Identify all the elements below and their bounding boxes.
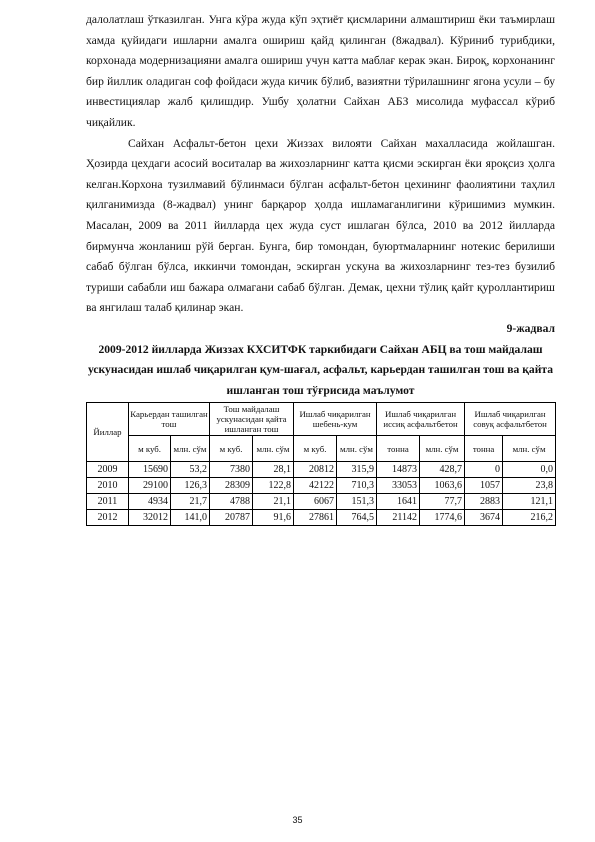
- year-column-header: Йиллар: [87, 403, 129, 462]
- group-header-crushed-stone: Тош майдалаш ускунасидан қайта ишланган тош: [210, 403, 294, 436]
- table-cell: 53,2: [171, 462, 210, 478]
- table-row: [87, 478, 556, 494]
- table-cell: 42122: [294, 478, 337, 494]
- table-cell: 23,8: [503, 478, 556, 494]
- group-header-hot-asphalt: Ишлаб чиқарилган иссиқ асфальтбетон: [377, 403, 465, 436]
- table-row: [87, 462, 556, 478]
- table-cell: 122,8: [253, 478, 294, 494]
- table-cell: 28,1: [253, 462, 294, 478]
- table-cell: 1774,6: [420, 510, 465, 526]
- year-cell: 2010: [87, 478, 129, 494]
- unit-header: м куб.: [129, 436, 171, 462]
- paragraph-2: Сайхан Асфальт-бетон цехи Жиззах вилояти Сайхан махалласида жойлашган. Ҳозирда цехдаги асосий воситалар ва жихозларнинг катта қисми эскирган ёки яроқсиз ҳолга келган.Корхона тузилмавий бўлинмаси бўлган асфальт-бетон цехининг фаолиятини таҳлил қилганимизда (8-жадвал) унинг барқарор ҳолда ишламаганлигини кўришимиз мумкин. Масалан, 2009 ва 2011 йилларда цех жуда суст ишлаган бўлса, 2010 ва 2012 йилларда бирмунча жонланиш рўй берган. Бунга, бир томондан, буюртмаларнинг нотекис берилиши сабаб бўлган бўлса, иккинчи томондан, эскирган ускуна ва жихозларнинг тез-тез бузилиб туриши сабабли иш бажара олмагани сабаб бўлган. Демак, цехни тўлиқ қайт қуроллантириш ва янгилаш талаб қилинар экан.: [86, 136, 555, 315]
- table-cell: 20787: [210, 510, 253, 526]
- table-row: [87, 510, 556, 526]
- table-cell: 315,9: [337, 462, 377, 478]
- unit-header: тонна: [465, 436, 503, 462]
- unit-header: млн. сўм: [171, 436, 210, 462]
- table-cell: 216,2: [503, 510, 556, 526]
- table-cell: 0: [465, 462, 503, 478]
- page-number: 35: [292, 815, 303, 825]
- table-cell: 20812: [294, 462, 337, 478]
- table-cell: 428,7: [420, 462, 465, 478]
- table-cell: 151,3: [337, 494, 377, 510]
- table-cell: 21,7: [171, 494, 210, 510]
- table-cell: 6067: [294, 494, 337, 510]
- table-units-row: [87, 436, 556, 462]
- table-cell: 27861: [294, 510, 337, 526]
- table-cell: 2883: [465, 494, 503, 510]
- table-cell: 4934: [129, 494, 171, 510]
- table-cell: 7380: [210, 462, 253, 478]
- document-page: [86, 10, 555, 526]
- unit-header: млн. сўм: [337, 436, 377, 462]
- table-row: [87, 494, 556, 510]
- table-title: 2009-2012 йилларда Жиззах КХСИТФК таркибидаги Сайхан АБЦ ва тош майдалаш ускунасидан ишлаб чиқарилган қум-шағал, асфальт, карьердан ташилган тош ва қайта ишланган тош тўғрисида маълумот: [87, 342, 554, 397]
- paragraph-1: далолатлаш ўтказилган. Унга кўра жуда кўп эҳтиёт қисмларини алмаштириш ёки таъмирлаш хамда қуйидаги ишларни амалга ошириш қайд қилинган (8жадвал). Кўриниб турибдики, корхонада модернизацияни амалга ошириш учун катта маблағ керак экан. Бироқ, корхонанинг бир йиллик оладиган соф фойдаси жуда кичик бўлиб, вазиятни тўрилашнинг ягона усули – бу инвестициялар жалб қилишдир. Ушбу ҳолатни Сайхан АБЗ мисолида муфассал кўриб чиқайлик.: [86, 13, 555, 129]
- table-cell: 91,6: [253, 510, 294, 526]
- unit-header: м куб.: [210, 436, 253, 462]
- table-cell: 15690: [129, 462, 171, 478]
- table-cell: 21142: [377, 510, 420, 526]
- group-header-quarry-stone: Карьердан ташилган тош: [129, 403, 210, 436]
- unit-header: м куб.: [294, 436, 337, 462]
- group-header-cold-asphalt: Ишлаб чиқарилган совуқ асфальтбетон: [465, 403, 556, 436]
- table-cell: 126,3: [171, 478, 210, 494]
- unit-header: млн. сўм: [503, 436, 556, 462]
- table-group-header-row: [87, 403, 556, 436]
- table-cell: 121,1: [503, 494, 556, 510]
- year-cell: 2011: [87, 494, 129, 510]
- group-header-gravel-sand: Ишлаб чиқарилган шебень-кум: [294, 403, 377, 436]
- unit-header: млн. сўм: [420, 436, 465, 462]
- year-cell: 2009: [87, 462, 129, 478]
- table-cell: 0,0: [503, 462, 556, 478]
- table-cell: 14873: [377, 462, 420, 478]
- table-label: 9-жадвал: [506, 321, 555, 335]
- table-cell: 1063,6: [420, 478, 465, 494]
- table-cell: 1057: [465, 478, 503, 494]
- unit-header: млн. сўм: [253, 436, 294, 462]
- table-cell: 33053: [377, 478, 420, 494]
- table-cell: 29100: [129, 478, 171, 494]
- year-cell: 2012: [87, 510, 129, 526]
- table-cell: 710,3: [337, 478, 377, 494]
- production-table: [86, 402, 556, 526]
- table-cell: 1641: [377, 494, 420, 510]
- unit-header: тонна: [377, 436, 420, 462]
- table-cell: 28309: [210, 478, 253, 494]
- table-cell: 141,0: [171, 510, 210, 526]
- table-cell: 77,7: [420, 494, 465, 510]
- table-cell: 764,5: [337, 510, 377, 526]
- table-cell: 4788: [210, 494, 253, 510]
- table-cell: 21,1: [253, 494, 294, 510]
- table-cell: 32012: [129, 510, 171, 526]
- table-cell: 3674: [465, 510, 503, 526]
